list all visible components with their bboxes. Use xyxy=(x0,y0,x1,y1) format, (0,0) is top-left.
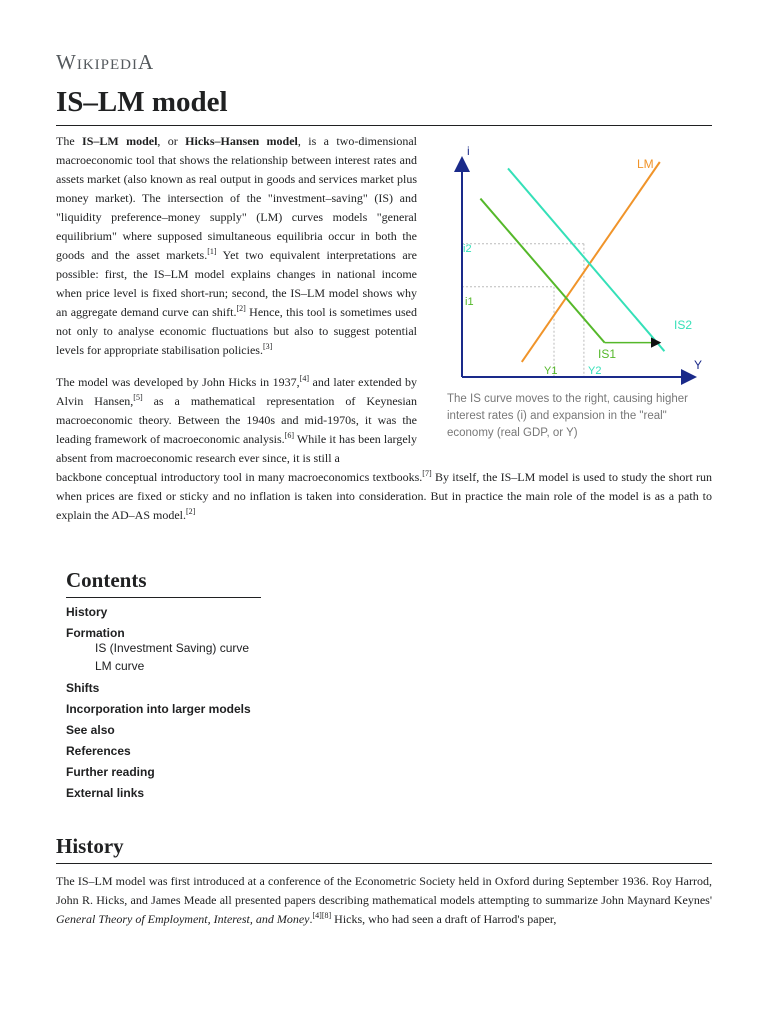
toc-item-external-links[interactable]: External links xyxy=(66,786,145,800)
citation-ref[interactable]: [4][8] xyxy=(312,911,332,920)
toc-divider xyxy=(66,597,261,598)
toc-item-see-also[interactable]: See also xyxy=(66,723,115,737)
citation-ref[interactable]: [4] xyxy=(299,374,310,383)
is2-label: IS2 xyxy=(674,318,693,332)
i1-tick-label: i1 xyxy=(465,296,474,308)
text-run: , or xyxy=(157,134,186,148)
is1-label: IS1 xyxy=(598,347,617,361)
citation-ref[interactable]: [3] xyxy=(262,342,273,351)
citation-ref[interactable]: [5] xyxy=(133,393,143,402)
text-run: Hicks–Hansen model xyxy=(185,134,298,148)
is2-curve xyxy=(508,168,664,351)
history-paragraph xyxy=(56,872,712,929)
i2-tick-label: i2 xyxy=(463,243,472,255)
text-run: Hicks, who had seen a draft of Harrod's paper, xyxy=(331,912,557,926)
citation-ref[interactable]: [1] xyxy=(207,247,217,256)
text-run: . xyxy=(309,912,313,926)
text-run: The xyxy=(56,134,83,148)
y-axis-label: i xyxy=(467,144,470,158)
text-run: Hence, this tool is sometimes used not only to analyse economic fluctuations but also to suggest potential levels for appropriate stabilisation policies. xyxy=(56,305,417,357)
figure-caption: The IS curve moves to the right, causing higher interest rates (i) and expansion in the "real" economy (real GDP, or Y) xyxy=(447,393,688,439)
citation-ref[interactable]: [2] xyxy=(236,304,246,313)
toc-item-history[interactable]: History xyxy=(66,605,108,619)
text-run: The model was developed by John Hicks in 1937, xyxy=(56,375,300,389)
is-lm-figure xyxy=(445,138,710,393)
citation-ref[interactable]: [6] xyxy=(284,431,294,440)
toc-item-further-reading[interactable]: Further reading xyxy=(66,765,155,779)
history-heading: History xyxy=(56,834,124,858)
text-run: While it has been largely absent from macroeconomic research ever since, it is still a xyxy=(56,432,417,465)
toc-subitem-lm-curve[interactable]: LM curve xyxy=(95,659,145,673)
text-run: , is a two-dimensional macroeconomic tool that shows the relationship between interest rates and assets market (also known as real output in goods and services market plus money market). The intersection of the "investment–saving" (IS) and "liquidity preference–money supply" (LM) curves models "general equilibrium" where supposed simultaneous equilibria occur in both the goods and the asset markets. xyxy=(56,134,417,262)
x-axis-label: Y xyxy=(694,358,703,372)
wordmark-end: A xyxy=(137,50,155,74)
text-run: Yet two equivalent interpretations are possible: first, the IS–LM model explains changes in national income when price level is fixed short-run; second, the IS–LM model shows why an aggregate demand curve can shift. xyxy=(56,248,418,319)
text-run: IS–LM model xyxy=(82,134,158,148)
intro-paragraph xyxy=(56,132,417,360)
paragraph-2a xyxy=(56,373,417,468)
title-divider xyxy=(56,125,712,126)
toc-title: Contents xyxy=(66,568,147,592)
equilibrium-guides xyxy=(462,244,584,377)
wordmark-text: Wikipedi xyxy=(56,50,138,74)
page-title: IS–LM model xyxy=(56,86,228,118)
citation-ref[interactable]: [2] xyxy=(185,507,196,516)
text-run: The IS–LM model was first introduced at a conference of the Econometric Society held in Oxford during September 1936. Roy Harrod, John R. Hicks, and James Meade all presented papers describing mathematical models attempting to summarize John Maynard Keynes' xyxy=(56,874,712,907)
is-lm-chart xyxy=(445,138,710,388)
lm-curve xyxy=(522,162,660,362)
toc-subitem-is-curve[interactable]: IS (Investment Saving) curve xyxy=(95,641,250,655)
citation-ref[interactable]: [7] xyxy=(422,469,432,478)
text-run: as a mathematical representation of Keynesian macroeconomic theory. Between the 1940s and mid-1970s, it was the leading framework of macroeconomic analysis. xyxy=(56,394,417,446)
text-run: General Theory of Employment, Interest, and Money xyxy=(56,912,310,926)
toc-item-formation[interactable]: Formation xyxy=(66,626,125,640)
toc-item-shifts[interactable]: Shifts xyxy=(66,681,100,695)
history-divider xyxy=(56,863,712,864)
text-run: and later extended by Alvin Hansen, xyxy=(56,375,417,408)
text-run: By itself, the IS–LM model is used to study the short run when prices are fixed or sticky and no inflation is taken into consideration. But in practice the main role of the model is as a path to explain the AD–AS model. xyxy=(56,470,712,522)
y1-tick-label: Y1 xyxy=(544,365,558,377)
toc-item-incorporation[interactable]: Incorporation into larger models xyxy=(66,702,251,716)
y2-tick-label: Y2 xyxy=(588,365,602,377)
text-run: backbone conceptual introductory tool in many macroeconomics textbooks. xyxy=(56,470,423,484)
paragraph-2b xyxy=(56,468,712,525)
lm-label: LM xyxy=(637,157,654,171)
toc-item-references[interactable]: References xyxy=(66,744,131,758)
wikipedia-wordmark[interactable] xyxy=(56,50,154,75)
